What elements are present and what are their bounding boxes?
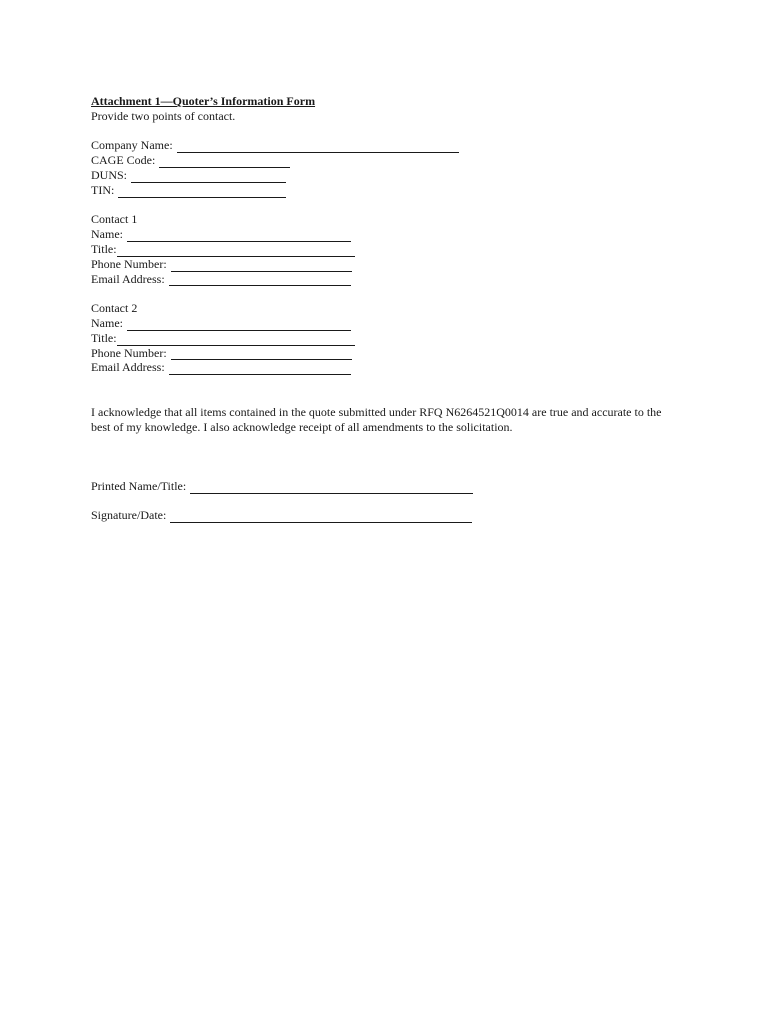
- company-name-input[interactable]: [177, 141, 459, 153]
- duns-field: [91, 168, 691, 183]
- printed-name-input[interactable]: [190, 482, 473, 494]
- form-page: [91, 94, 691, 523]
- contact1-title-field: [91, 242, 691, 257]
- contact2-heading: Contact 2: [91, 301, 138, 316]
- contact2-phone-field: [91, 346, 691, 361]
- contact1-title-label: Title:: [91, 241, 117, 256]
- contact1-phone-label: Phone Number:: [91, 256, 167, 271]
- signature-input[interactable]: [170, 511, 472, 523]
- contact2-phone-label: Phone Number:: [91, 345, 167, 360]
- signature-label: Signature/Date:: [91, 508, 167, 523]
- contact2-title-field: [91, 331, 691, 346]
- form-title: Attachment 1—Quoter’s Information Form: [91, 94, 316, 108]
- contact1-phone-field: [91, 257, 691, 272]
- signature-field: [91, 508, 691, 523]
- cage-code-field: [91, 153, 691, 168]
- contact2-name-field: [91, 316, 691, 331]
- contact1-email-field: [91, 272, 691, 287]
- duns-label: DUNS:: [91, 167, 128, 182]
- tin-input[interactable]: [118, 186, 286, 198]
- contact1-title-input[interactable]: [117, 245, 355, 257]
- contact2-title-label: Title:: [91, 330, 117, 345]
- company-name-label: Company Name:: [91, 138, 173, 153]
- contact1-email-input[interactable]: [169, 274, 351, 286]
- contact1-phone-input[interactable]: [171, 260, 352, 272]
- contact1-name-input[interactable]: [127, 230, 351, 242]
- form-instruction: Provide two points of contact.: [91, 108, 236, 123]
- contact1-name-label: Name:: [91, 227, 123, 242]
- contact1-email-label: Email Address:: [91, 271, 165, 286]
- contact2-phone-input[interactable]: [171, 348, 352, 360]
- contact2-email-label: Email Address:: [91, 360, 165, 375]
- duns-input[interactable]: [131, 171, 286, 183]
- tin-label: TIN:: [91, 182, 115, 197]
- tin-field: [91, 183, 691, 198]
- contact1-heading: Contact 1: [91, 212, 138, 227]
- cage-code-input[interactable]: [159, 156, 290, 168]
- contact2-email-field: [91, 360, 691, 375]
- contact2-name-label: Name:: [91, 315, 123, 330]
- contact2-title-input[interactable]: [117, 334, 355, 346]
- cage-code-label: CAGE Code:: [91, 153, 156, 168]
- contact1-name-field: [91, 227, 691, 242]
- printed-name-field: [91, 479, 691, 494]
- printed-name-label: Printed Name/Title:: [91, 478, 187, 493]
- contact2-email-input[interactable]: [169, 363, 351, 375]
- acknowledgement-text: I acknowledge that all items contained in the quote submitted under RFQ N6264521Q0014 are true and accurate to the best of my knowledge. I also acknowledge receipt of all amendments to the solicitation.: [91, 404, 662, 434]
- contact2-name-input[interactable]: [127, 319, 351, 331]
- company-name-field: [91, 138, 691, 153]
